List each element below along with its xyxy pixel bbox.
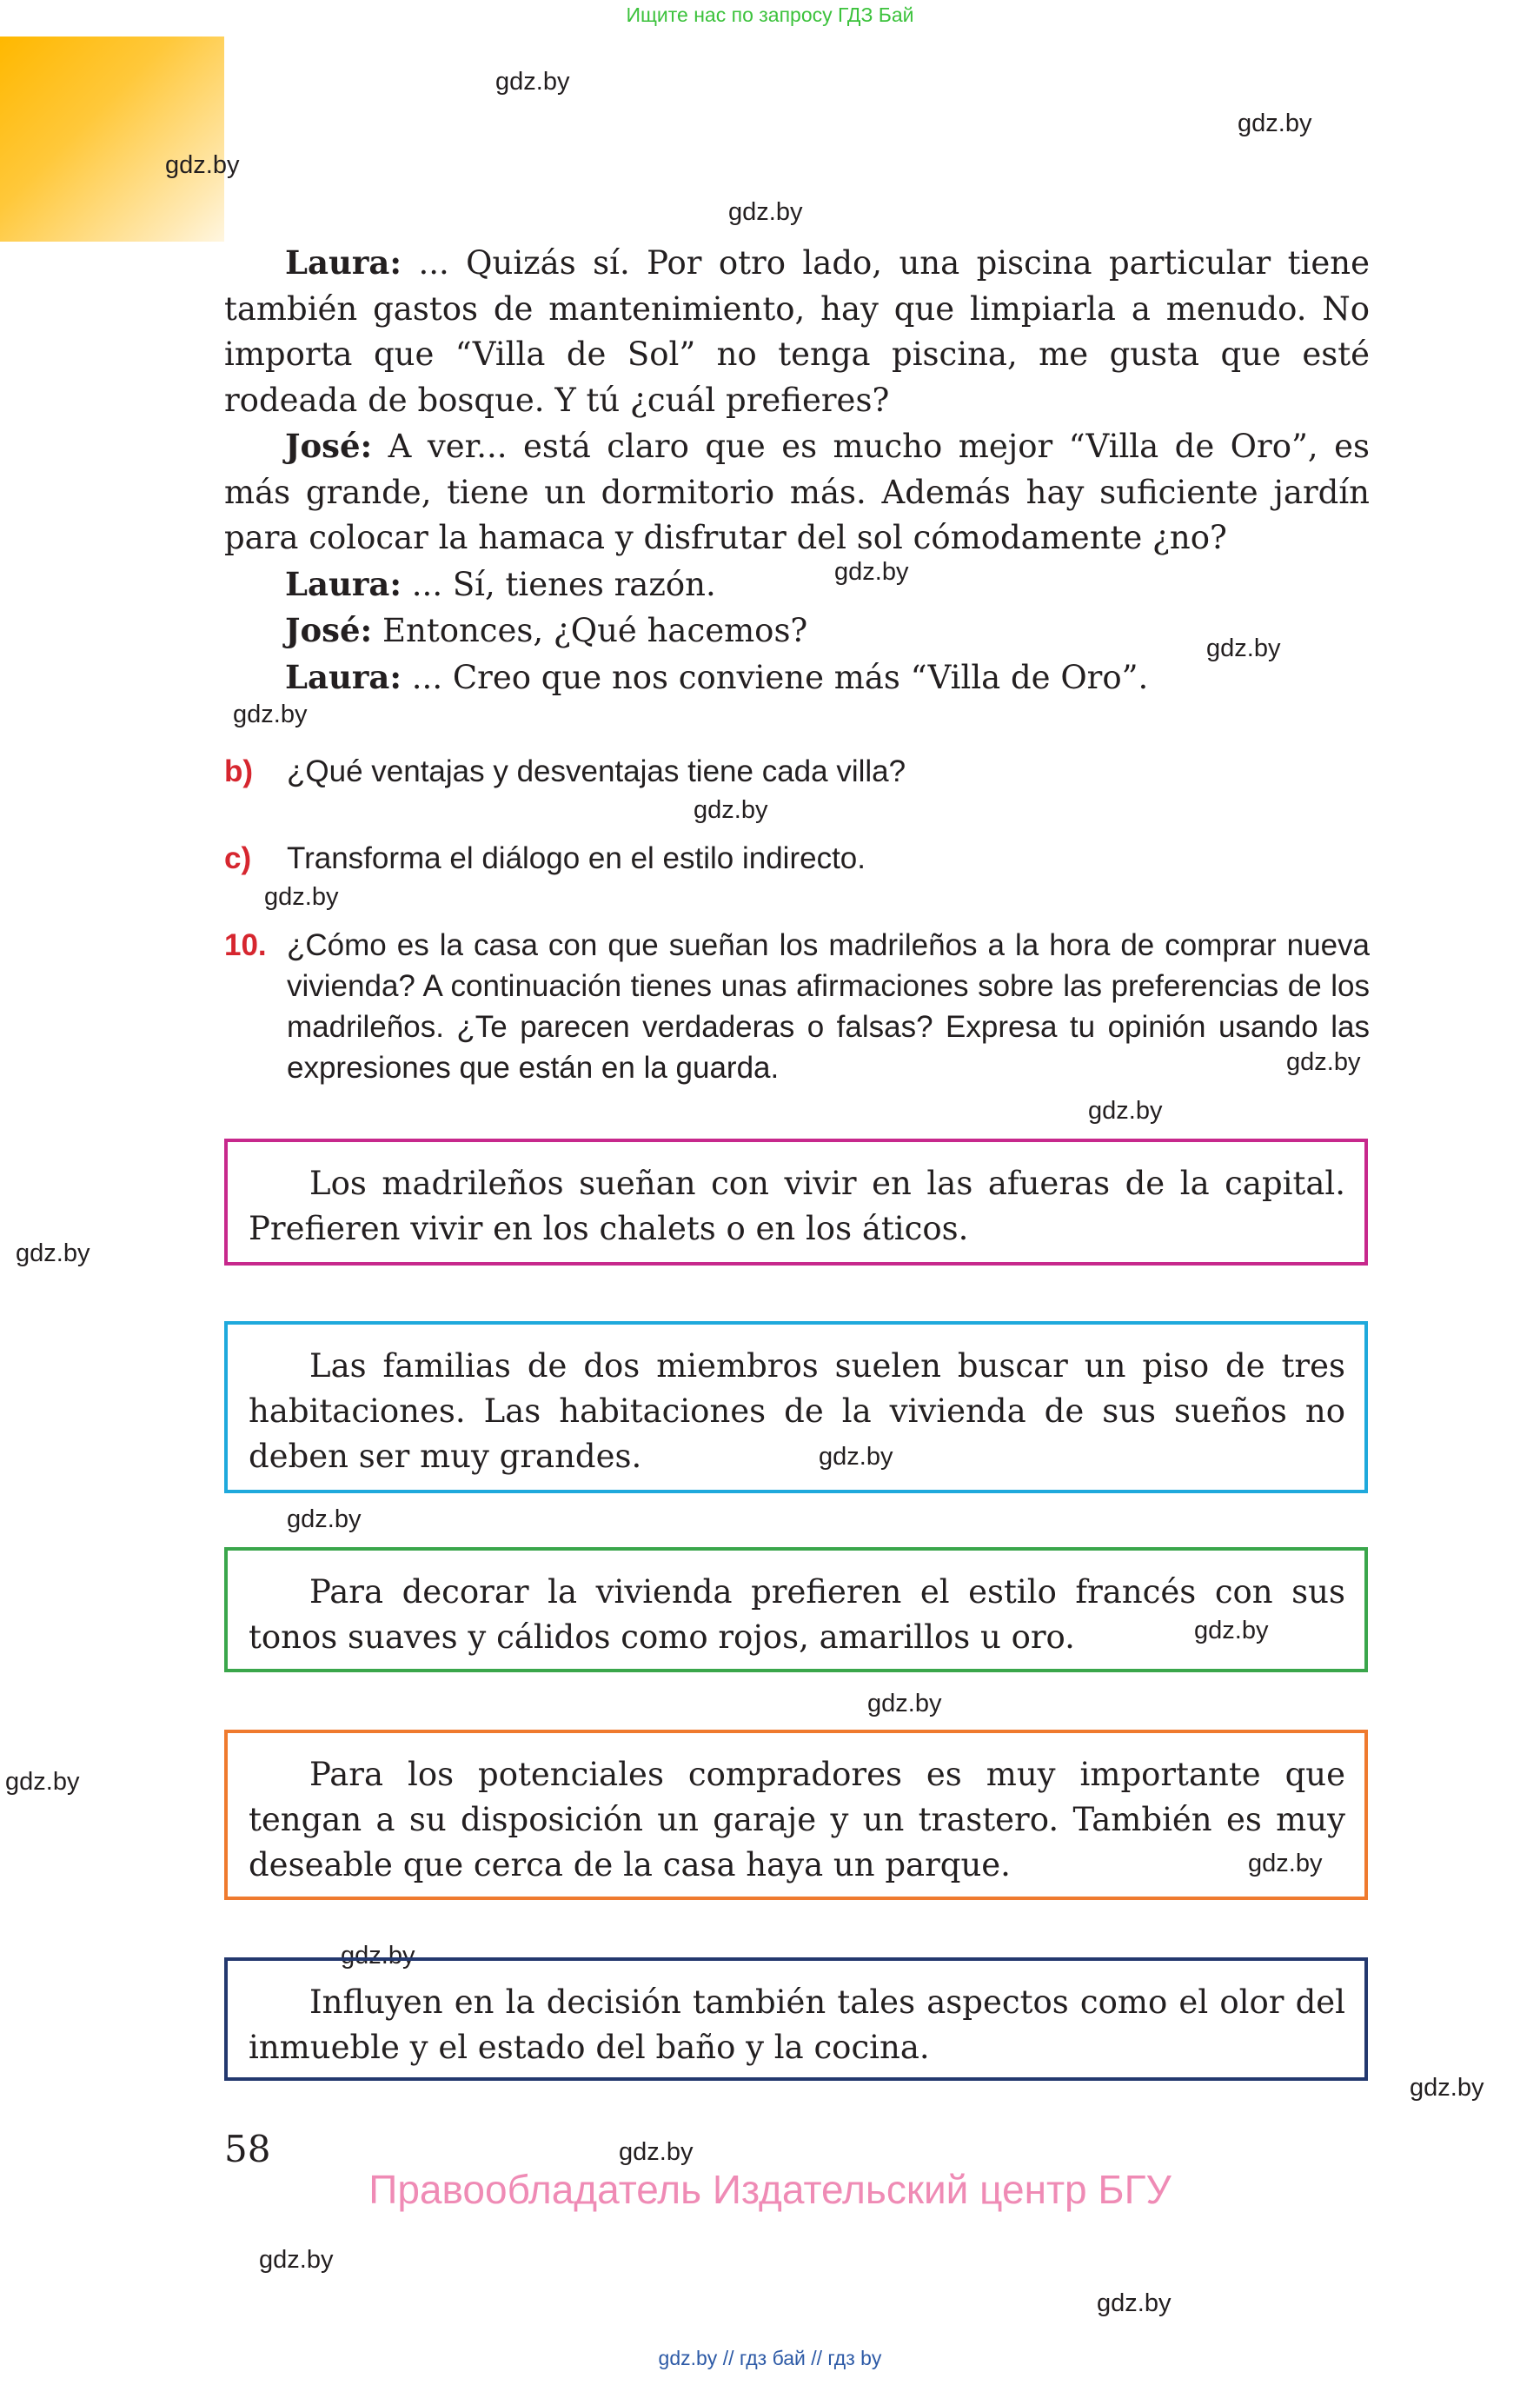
- dialogue-line: [224, 561, 1370, 608]
- watermark: gdz.by: [834, 558, 909, 586]
- page-number: 58: [224, 2128, 271, 2170]
- watermark: gdz.by: [1248, 1850, 1323, 1877]
- task-b: [224, 751, 1370, 792]
- watermark: gdz.by: [165, 151, 240, 179]
- watermark: gdz.by: [1088, 1097, 1163, 1125]
- statement-text: Los madrileños sueñan con vivir en las afueras de la capital. Prefieren vivir en los chalets o en los áticos.: [249, 1165, 1345, 1247]
- watermark: gdz.by: [287, 1505, 362, 1533]
- dialogue-line: [224, 608, 1370, 654]
- corner-decoration: [0, 37, 224, 242]
- watermark: gdz.by: [264, 883, 339, 911]
- dialogue-line: [224, 240, 1370, 423]
- statement-box-3: [224, 1547, 1368, 1672]
- watermark: gdz.by: [694, 796, 768, 824]
- statement-box-5: [224, 1957, 1368, 2081]
- copyright-notice: Правообладатель Издательский центр БГУ: [368, 2167, 1172, 2212]
- task-label: 10.: [224, 928, 267, 962]
- watermark: gdz.by: [619, 2138, 694, 2166]
- statement-box-2: [224, 1321, 1368, 1493]
- watermark: gdz.by: [1238, 110, 1312, 137]
- footer-links[interactable]: gdz.by // гдз бай // гдз by: [658, 2347, 882, 2369]
- task-c: [224, 838, 1370, 879]
- task-text: ¿Cómo es la casa con que sueñan los madrileños a la hora de comprar nueva vivienda? A continuación tienes unas afirmaciones sobre las preferencias de los madrileños. ¿Te parecen verdaderas o falsas? Expresa tu opinión usando las expresiones que están en la guarda.: [287, 928, 1370, 1085]
- speaker: Laura:: [285, 657, 402, 696]
- task-text: Transforma el diálogo en el estilo indirecto.: [287, 841, 866, 875]
- watermark: gdz.by: [341, 1942, 415, 1970]
- top-banner[interactable]: Ищите нас по запросу ГДЗ Бай: [626, 3, 914, 26]
- line-text: ... Creo que nos conviene más “Villa de Oro”.: [402, 658, 1149, 696]
- watermark: gdz.by: [495, 68, 570, 96]
- watermark: gdz.by: [259, 2246, 334, 2274]
- task-label: b): [224, 754, 254, 788]
- dialogue-line: [224, 423, 1370, 561]
- statement-box-4: [224, 1730, 1368, 1900]
- watermark: gdz.by: [819, 1443, 893, 1471]
- speaker: Laura:: [285, 243, 402, 282]
- line-text: ... Quizás sí. Por otro lado, una piscina particular tiene también gastos de mantenimiento, hay que limpiarla a menudo. No importa que “Villa de Sol” no tenga piscina, me gusta que esté rodeada de bosque. Y tú ¿cuál prefieres?: [224, 244, 1370, 419]
- watermark: gdz.by: [728, 198, 803, 226]
- statement-text: Para los potenciales compradores es muy importante que tengan a su disposición un garaje y un trastero. También es muy deseable que cerca de la casa haya un parque.: [249, 1756, 1345, 1883]
- watermark: gdz.by: [1194, 1617, 1269, 1644]
- speaker: Laura:: [285, 564, 402, 603]
- dialogue-line: [224, 654, 1370, 701]
- task-10: [224, 925, 1370, 1088]
- statement-box-1: [224, 1139, 1368, 1266]
- watermark: gdz.by: [5, 1768, 80, 1796]
- watermark: gdz.by: [16, 1239, 90, 1267]
- dialogue: [224, 240, 1370, 701]
- line-text: A ver... está claro que es mucho mejor “Villa de Oro”, es más grande, tiene un dormitorio más. Además hay suficiente jardín para colocar la hamaca y disfrutar del sol cómodamente ¿no?: [224, 428, 1370, 556]
- speaker: José:: [285, 427, 373, 465]
- task-text: ¿Qué ventajas y desventajas tiene cada villa?: [287, 754, 906, 788]
- statement-text: Para decorar la vivienda prefieren el estilo francés con sus tonos suaves y cálidos como rojos, amarillos u oro.: [249, 1573, 1345, 1656]
- watermark: gdz.by: [1286, 1048, 1361, 1076]
- watermark: gdz.by: [867, 1690, 942, 1717]
- watermark: gdz.by: [1410, 2074, 1484, 2102]
- speaker: José:: [285, 611, 373, 649]
- line-text: ... Sí, tienes razón.: [402, 565, 716, 603]
- watermark: gdz.by: [1097, 2289, 1172, 2317]
- task-label: c): [224, 841, 252, 875]
- statement-text: Influyen en la decisión también tales aspectos como el olor del inmueble y el estado del baño y la cocina.: [249, 1983, 1345, 2066]
- statement-text: Las familias de dos miembros suelen buscar un piso de tres habitaciones. Las habitaciones de la vivienda de sus sueños no deben ser muy grandes.: [249, 1347, 1345, 1475]
- watermark: gdz.by: [1206, 634, 1281, 662]
- watermark: gdz.by: [233, 701, 308, 728]
- line-text: Entonces, ¿Qué hacemos?: [372, 612, 808, 649]
